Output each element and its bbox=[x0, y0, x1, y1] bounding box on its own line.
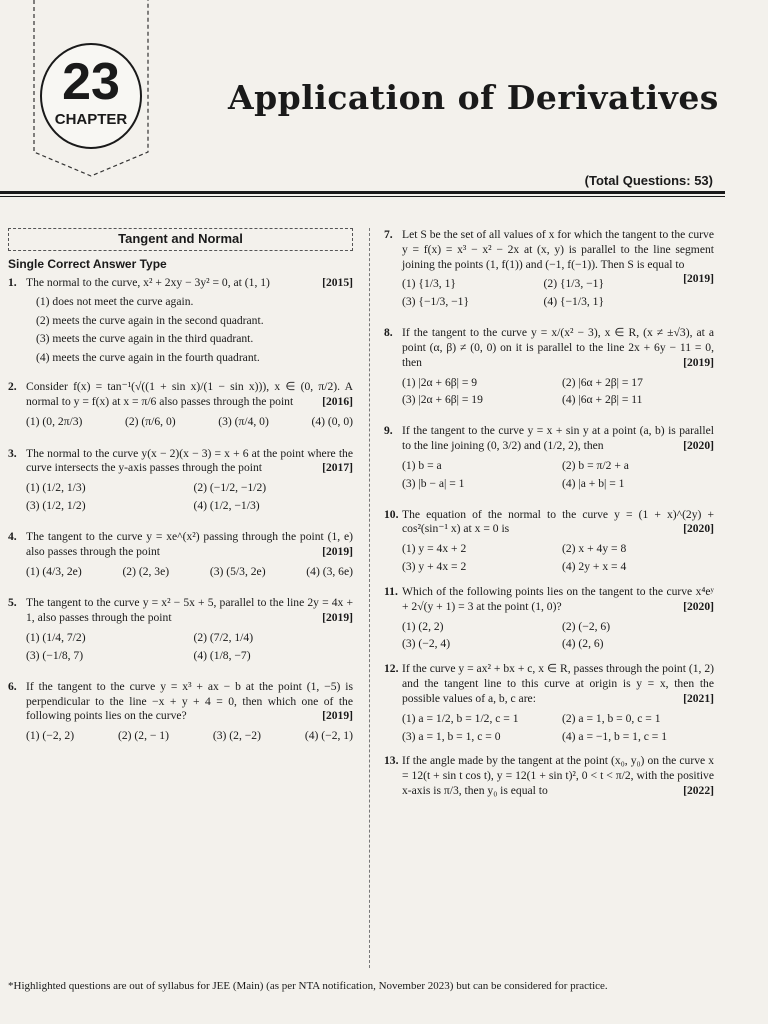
option: (2) (−2, 6) bbox=[562, 619, 611, 633]
option: (4) (3, 6e) bbox=[306, 564, 353, 578]
question-8 bbox=[384, 326, 714, 414]
total-questions: (Total Questions: 53) bbox=[584, 173, 713, 188]
option: (1) (1/2, 1/3) bbox=[26, 481, 86, 495]
chapter-badge bbox=[30, 0, 152, 178]
question-number: 3. bbox=[8, 446, 17, 460]
question-13 bbox=[384, 754, 714, 798]
question-text: The normal to the curve, x² + 2xy − 3y² = 0, at (1, 1) bbox=[26, 275, 270, 289]
option: (3) y + 4x = 2 bbox=[402, 560, 467, 574]
option: (1) (2, 2) bbox=[402, 619, 444, 633]
option: (1) (1/4, 7/2) bbox=[26, 631, 86, 645]
option: (4) (1/2, −1/3) bbox=[193, 499, 260, 513]
option: (3) (1/2, 1/2) bbox=[26, 499, 86, 513]
option: (3) |b − a| = 1 bbox=[402, 476, 465, 490]
question-year: [2019] bbox=[322, 611, 353, 625]
question-text: The tangent to the curve y = x² − 5x + 5, parallel to the line 2y = 4x + 1, also passes through the point bbox=[26, 596, 353, 625]
question-9 bbox=[384, 424, 714, 497]
question-10 bbox=[384, 508, 714, 581]
question-text: If the angle made by the tangent at the point (x₀, y₀) on the curve x = 12(t + sin t cos t), y = 12(1 + sin t)², 0 < t < π/2, with the positive x-axis is π/3, then y₀ is equal to bbox=[402, 754, 714, 798]
question-text: The normal to the curve y(x − 2)(x − 3) = x + 6 at the point where the curve intersects the y-axis passes through the point bbox=[26, 446, 353, 475]
question-number: 13. bbox=[384, 754, 399, 768]
question-text: If the tangent to the curve y = x/(x² − 3), x ∈ R, (x ≠ ±√3), at a point (α, β) ≠ (0, 0) on it is parallel to the line 2x + 6y − 11 = 0, then bbox=[402, 326, 714, 369]
question-6 bbox=[8, 680, 353, 751]
question-7 bbox=[384, 228, 714, 316]
question-text: If the curve y = ax² + bx + c, x ∈ R, passes through the point (1, 2) and the tangent line to this curve at origin is y = x, then the possible values of a, b, c are: bbox=[402, 662, 714, 705]
option: (3) (−2, 4) bbox=[402, 637, 451, 651]
question-text: Let S be the set of all values of x for which the tangent to the curve y = f(x) = x³ − x² − 2x at (x, y) is parallel to the line segment joining the points (1, f(1)) and (−1, f(−1)). Then S is equal to bbox=[402, 228, 714, 271]
option: (4) (−2, 1) bbox=[304, 729, 353, 743]
option: (2) b = π/2 + a bbox=[562, 458, 629, 472]
question-year: [2016] bbox=[322, 394, 353, 408]
header-rule bbox=[0, 191, 725, 194]
question-number: 12. bbox=[384, 662, 399, 676]
question-text: If the tangent to the curve y = x³ + ax − b at the point (1, −5) is perpendicular to the line −x + y + 4 = 0, then which one of the following points lies on the curve? bbox=[26, 679, 353, 723]
question-year: [2021] bbox=[683, 691, 714, 705]
option: (4) 2y + x = 4 bbox=[562, 560, 627, 574]
option: (3) (π/4, 0) bbox=[218, 414, 269, 428]
option: (1) {1/3, 1} bbox=[402, 277, 456, 291]
option: (4) (1/8, −7) bbox=[193, 648, 251, 662]
question-5 bbox=[8, 596, 353, 669]
option: (2) |6α + 2β| = 17 bbox=[562, 375, 643, 389]
question-11 bbox=[384, 585, 714, 658]
question-number: 8. bbox=[384, 326, 393, 340]
question-12 bbox=[384, 662, 714, 750]
option: (4) meets the curve again in the fourth quadrant. bbox=[36, 351, 260, 365]
question-text: Consider f(x) = tan⁻¹(√((1 + sin x)/(1 − sin x))), x ∈ (0, π/2). A normal to y = f(x) at x = π/6 also passes through the point bbox=[26, 380, 353, 408]
option: (3) (5/3, 2e) bbox=[209, 564, 266, 578]
left-column bbox=[8, 228, 353, 755]
option: (4) (2, 6) bbox=[562, 637, 604, 651]
option: (2) (7/2, 1/4) bbox=[193, 631, 254, 645]
option: (2) a = 1, b = 0, c = 1 bbox=[562, 711, 661, 725]
option: (2) x + 4y = 8 bbox=[562, 542, 627, 556]
question-year: [2019] bbox=[322, 709, 353, 723]
question-1 bbox=[8, 276, 353, 370]
option: (2) {1/3, −1} bbox=[543, 277, 605, 291]
question-text: The tangent to the curve y = xe^(x²) passing through the point (1, e) also passes through the point bbox=[26, 529, 353, 558]
section-subtitle: Single Correct Answer Type bbox=[8, 256, 167, 271]
option: (1) b = a bbox=[402, 458, 442, 472]
question-year: [2020] bbox=[683, 599, 714, 613]
question-year: [2022] bbox=[683, 784, 714, 798]
question-number: 1. bbox=[8, 275, 17, 289]
option: (2) (−1/2, −1/2) bbox=[193, 481, 267, 495]
option: (3) meets the curve again in the third quadrant. bbox=[36, 332, 254, 346]
question-number: 5. bbox=[8, 596, 17, 610]
option: (3) |2α + 6β| = 19 bbox=[402, 393, 483, 407]
question-year: [2019] bbox=[683, 355, 714, 369]
option: (3) {−1/3, −1} bbox=[402, 295, 470, 309]
question-text: The equation of the normal to the curve y = (1 + x)^(2y) + cos²(sin⁻¹ x) at x = 0 is bbox=[402, 507, 714, 536]
option: (1) does not meet the curve again. bbox=[36, 294, 194, 308]
right-column bbox=[384, 228, 714, 803]
question-year: [2020] bbox=[683, 522, 714, 536]
question-year: [2020] bbox=[683, 439, 714, 453]
question-text: If the tangent to the curve y = x + sin y at a point (a, b) is parallel to the line joining (0, 3/2) and (1/2, 2), then bbox=[402, 424, 714, 453]
option: (1) (0, 2π/3) bbox=[26, 414, 83, 428]
question-number: 6. bbox=[8, 679, 17, 693]
option: (2) (2, 3e) bbox=[122, 564, 170, 578]
chapter-number: 23 bbox=[62, 53, 120, 111]
question-number: 9. bbox=[384, 424, 393, 438]
question-number: 11. bbox=[384, 584, 398, 598]
option: (4) a = −1, b = 1, c = 1 bbox=[562, 729, 668, 743]
question-4 bbox=[8, 530, 353, 586]
column-divider bbox=[369, 228, 370, 968]
option: (1) (4/3, 2e) bbox=[26, 564, 82, 578]
option: (3) a = 1, b = 1, c = 0 bbox=[402, 729, 501, 743]
question-year: [2019] bbox=[683, 272, 714, 286]
option: (1) |2α + 6β| = 9 bbox=[402, 375, 478, 389]
option: (3) (2, −2) bbox=[212, 729, 261, 743]
option: (4) {−1/3, 1} bbox=[543, 295, 605, 309]
option: (4) (0, 0) bbox=[311, 414, 353, 428]
option: (3) (−1/8, 7) bbox=[26, 648, 84, 662]
question-number: 7. bbox=[384, 228, 393, 241]
footnote: *Highlighted questions are out of syllabus for JEE (Main) (as per NTA notification, November 2023) but can be considered for practice. bbox=[8, 980, 608, 992]
option: (1) (−2, 2) bbox=[26, 729, 75, 743]
chapter-label: CHAPTER bbox=[54, 111, 128, 128]
option: (1) a = 1/2, b = 1/2, c = 1 bbox=[402, 711, 519, 725]
question-year: [2019] bbox=[322, 544, 353, 558]
question-year: [2015] bbox=[322, 275, 353, 289]
question-2 bbox=[8, 380, 353, 436]
option: (4) |a + b| = 1 bbox=[562, 476, 625, 490]
chapter-title: Application of Derivatives bbox=[228, 78, 719, 117]
question-number: 10. bbox=[384, 507, 399, 521]
question-year: [2017] bbox=[322, 461, 353, 475]
section-title: Tangent and Normal bbox=[8, 228, 353, 251]
option: (1) y = 4x + 2 bbox=[402, 542, 467, 556]
option: (2) meets the curve again in the second quadrant. bbox=[36, 313, 264, 327]
question-text: Which of the following points lies on the tangent to the curve x⁴eʸ + 2√(y + 1) = 3 at the point (1, 0)? bbox=[402, 584, 714, 613]
option: (2) (π/6, 0) bbox=[125, 414, 176, 428]
question-3 bbox=[8, 447, 353, 520]
header-rule-thin bbox=[0, 196, 725, 197]
option: (4) |6α + 2β| = 11 bbox=[562, 393, 643, 407]
option: (2) (2, − 1) bbox=[118, 729, 169, 743]
question-number: 2. bbox=[8, 380, 17, 394]
question-number: 4. bbox=[8, 529, 17, 543]
